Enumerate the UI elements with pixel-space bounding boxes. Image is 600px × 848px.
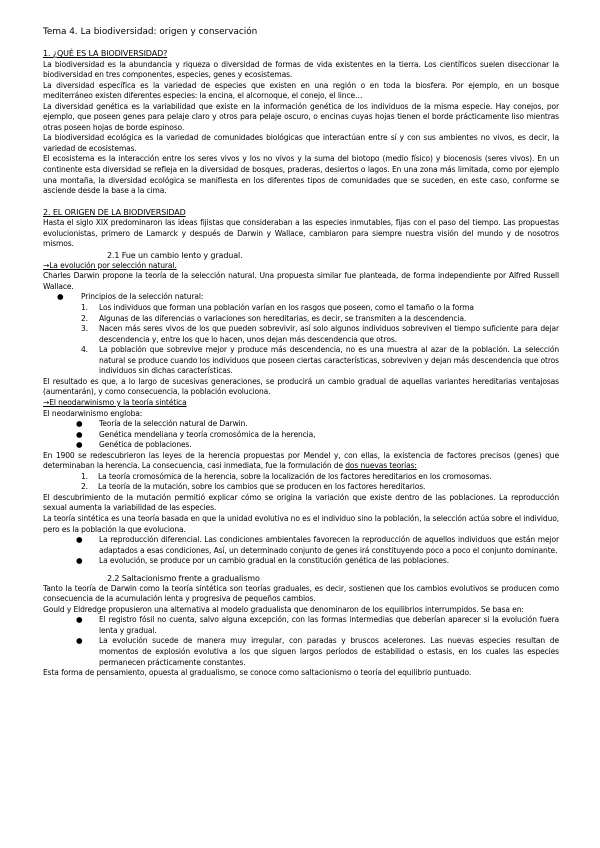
bullet-icon: ●: [76, 429, 83, 439]
list-item: [76, 430, 559, 441]
subsection-2-2-heading: 2.2 Saltacionismo frente a gradualismo: [107, 573, 260, 583]
list-item: [81, 345, 559, 377]
paragraph: El resultado es que, a lo largo de sucesivas generaciones, se producirá un cambio gradual de aquellas variantes hereditarias ventajosas (aumentarán), y como consecuencia, la población evoluciona.: [43, 376, 559, 397]
bullet-icon: ●: [76, 440, 83, 450]
page-title: Tema 4. La biodiversidad: origen y conservación: [43, 27, 258, 37]
subsection-2-1-heading: 2.1 Fue un cambio lento y gradual.: [107, 250, 243, 260]
list-item: [76, 440, 559, 451]
paragraph: La diversidad específica es la variedad de especies que existen en una región o en toda la biosfera. Por ejemplo, en un bosque mediterráneo existen diferentes especies: la encina, el alcornoque, el conejo, el lince…: [43, 80, 559, 101]
paragraph: Gould y Eldredge propusieron una alternativa al modelo gradualista que denominaron de los equilibrios interrumpidos. Se basa en:: [43, 604, 524, 614]
list-item: [81, 324, 559, 345]
neodarwinism-heading: →El neodarwinismo y la teoría sintética: [43, 397, 187, 407]
paragraph: La biodiversidad ecológica es la variedad de comunidades biológicas que interactúan entre sí y con sus ambientes no vivos, es decir, la variedad de ecosistemas.: [43, 133, 559, 153]
section-2-heading: 2. EL ORIGEN DE LA BIODIVERSIDAD: [43, 207, 186, 217]
list-number: 3.: [81, 324, 88, 334]
list-item: [81, 303, 559, 314]
paragraph: La teoría sintética es una teoría basada en que la unidad evolutiva no es el individuo sino la población, la selección actúa sobre el individuo, pero es la población la que evoluciona.: [43, 513, 559, 534]
paragraph: Tanto la teoría de Darwin como la teoría sintética son teorías graduales, es decir, sostienen que los cambios evolutivos se producen como consecuencia de la acumulación lenta y progresiva de pequeños cambios.: [43, 583, 559, 604]
list-number: 1.: [81, 471, 88, 481]
bullet-icon: ●: [76, 636, 83, 646]
list-text: Teoría de la selección natural de Darwin.: [99, 419, 248, 429]
bullet-icon: ●: [76, 556, 83, 566]
list-text: Nacen más seres vivos de los que pueden sobrevivir, así solo algunos individuos sobreviven el tiempo suficiente para dejar descendencia y, entre los que lo hacen, unos dejan más descendencia que otros.: [99, 324, 559, 344]
list-text: La reproducción diferencial. Las condiciones ambientales favorecen la reproducción de aquellos individuos que están mejor adaptados a esas condiciones, Así, un determinado conjunto de genes irá constituyendo poco a poco el conjunto dominante.: [99, 535, 559, 555]
paragraph: El ecosistema es la interacción entre los seres vivos y los no vivos y la suma del biotopo (medio físico) y biocenosis (seres vivos). En un continente esta diversidad se refleja en la diversidad de bosques, praderas, desiertos o lagos. En una zona más limitada, como por ejemplo una montaña, la diversidad ecológica se manifiesta en los diferentes tipos de comunidades que se suceden, en este caso, conforme se asciende desde la base a la cima.: [43, 154, 559, 196]
list-item: [76, 615, 559, 636]
paragraph: La diversidad genética es la variabilidad que existe en la información genética de los individuos de la misma especie. Hay conejos, por ejemplo, que poseen genes para pelaje claro y otros para pelaje oscuro, o encinas cuyas hojas tienen el borde prácticamente liso mientras otras poseen hojas de borde espinoso.: [43, 101, 559, 132]
list-text: La población que sobrevive mejor y produce más descendencia, no es una muestra al azar de la población. La selección natural se produce cuando los individuos que poseen ciertas características, sobreviven y dejan más descendencia que otros individuos sin dichas características.: [99, 345, 559, 376]
paragraph: Hasta el siglo XIX predominaron las ideas fijistas que consideraban a las especies inmutables, fijas con el paso del tiempo. Las propuestas evolucionistas, primero de Lamarck y después de Darwin y Wallace, cambiaron para siempre nuestra visión del mundo y de nosotros mismos.: [43, 218, 559, 249]
document-page: [43, 26, 559, 679]
list-text: Los individuos que forman una población varían en los rasgos que poseen, como el tamaño o la forma: [99, 303, 474, 313]
list-text: La evolución sucede de manera muy irregular, con paradas y bruscos acelerones. Las nuevas especies resultan de momentos de explosión evolutiva a los que siguen largos períodos de estabilidad o estasis, en los cuales las especies permanecen prácticamente constantes.: [99, 636, 559, 667]
list-text: La teoría cromosómica de la herencia, sobre la localización de los factores hereditarios en los cromosomas.: [98, 471, 492, 481]
list-item: [81, 314, 559, 325]
bullet-icon: ●: [76, 535, 83, 545]
principles-bullet: [57, 292, 559, 303]
list-number: 2.: [81, 482, 88, 492]
list-text: La teoría de la mutación, sobre los cambios que se producen en los factores hereditarios.: [98, 482, 426, 492]
list-number: 2.: [81, 313, 88, 323]
list-text: Genética de poblaciones.: [99, 440, 192, 450]
list-item: [76, 556, 559, 567]
bullet-icon: ●: [57, 292, 64, 302]
list-text: El registro fósil no cuenta, salvo alguna excepción, con las formas intermedias que deberían aparecer si la evolución fuera lenta y gradual.: [99, 615, 559, 635]
list-item: [81, 472, 559, 483]
bullet-icon: ●: [76, 419, 83, 429]
list-text: La evolución, se produce por un cambio gradual en la constitución genética de las poblaciones.: [99, 556, 449, 566]
paragraph: Esta forma de pensamiento, opuesta al gradualismo, se conoce como saltacionismo o teoría del equilibrio puntuado.: [43, 668, 472, 678]
bullet-icon: ●: [76, 615, 83, 625]
paragraph-text: En 1900 se redescubrieron las leyes de la herencia propuestas por Mendel y, con ellas, la existencia de factores precisos (genes) que determinaban la herencia. La consecuencia, casi inmediata, fue la formulación de: [43, 450, 559, 471]
list-item: [76, 419, 559, 430]
list-number: 4.: [81, 345, 88, 355]
paragraph: [43, 451, 559, 472]
section-1-heading: 1. ¿QUÉ ES LA BIODIVERSIDAD?: [43, 49, 168, 58]
list-item: [76, 636, 559, 668]
principles-title: Principios de la selección natural:: [81, 292, 204, 302]
paragraph: Charles Darwin propone la teoría de la selección natural. Una propuesta similar fue planteada, de forma independiente por Alfred Russell Wallace.: [43, 271, 559, 291]
list-text: Genética mendeliana y teoría cromosómica de la herencia,: [99, 429, 316, 439]
list-item: [81, 482, 559, 493]
list-text: Algunas de las diferencias o variaciones son hereditarias, es decir, se transmiten a la descendencia.: [99, 313, 467, 323]
paragraph: El neodarwinismo engloba:: [43, 408, 143, 418]
underlined-text: dos nuevas teorías:: [345, 461, 417, 471]
paragraph: La biodiversidad es la abundancia y riqueza o diversidad de formas de vida existentes en la tierra. Los científicos suelen diseccionar la biodiversidad en tres componentes, especies, genes y ecosistemas.: [43, 59, 559, 80]
list-item: [76, 535, 559, 556]
selection-heading: →La evolución por selección natural.: [43, 260, 177, 270]
list-number: 1.: [81, 303, 88, 313]
paragraph: El descubrimiento de la mutación permitió explicar cómo se origina la variación que existe dentro de las poblaciones. La reproducción sexual aumenta la variabilidad de las especies.: [43, 492, 559, 513]
